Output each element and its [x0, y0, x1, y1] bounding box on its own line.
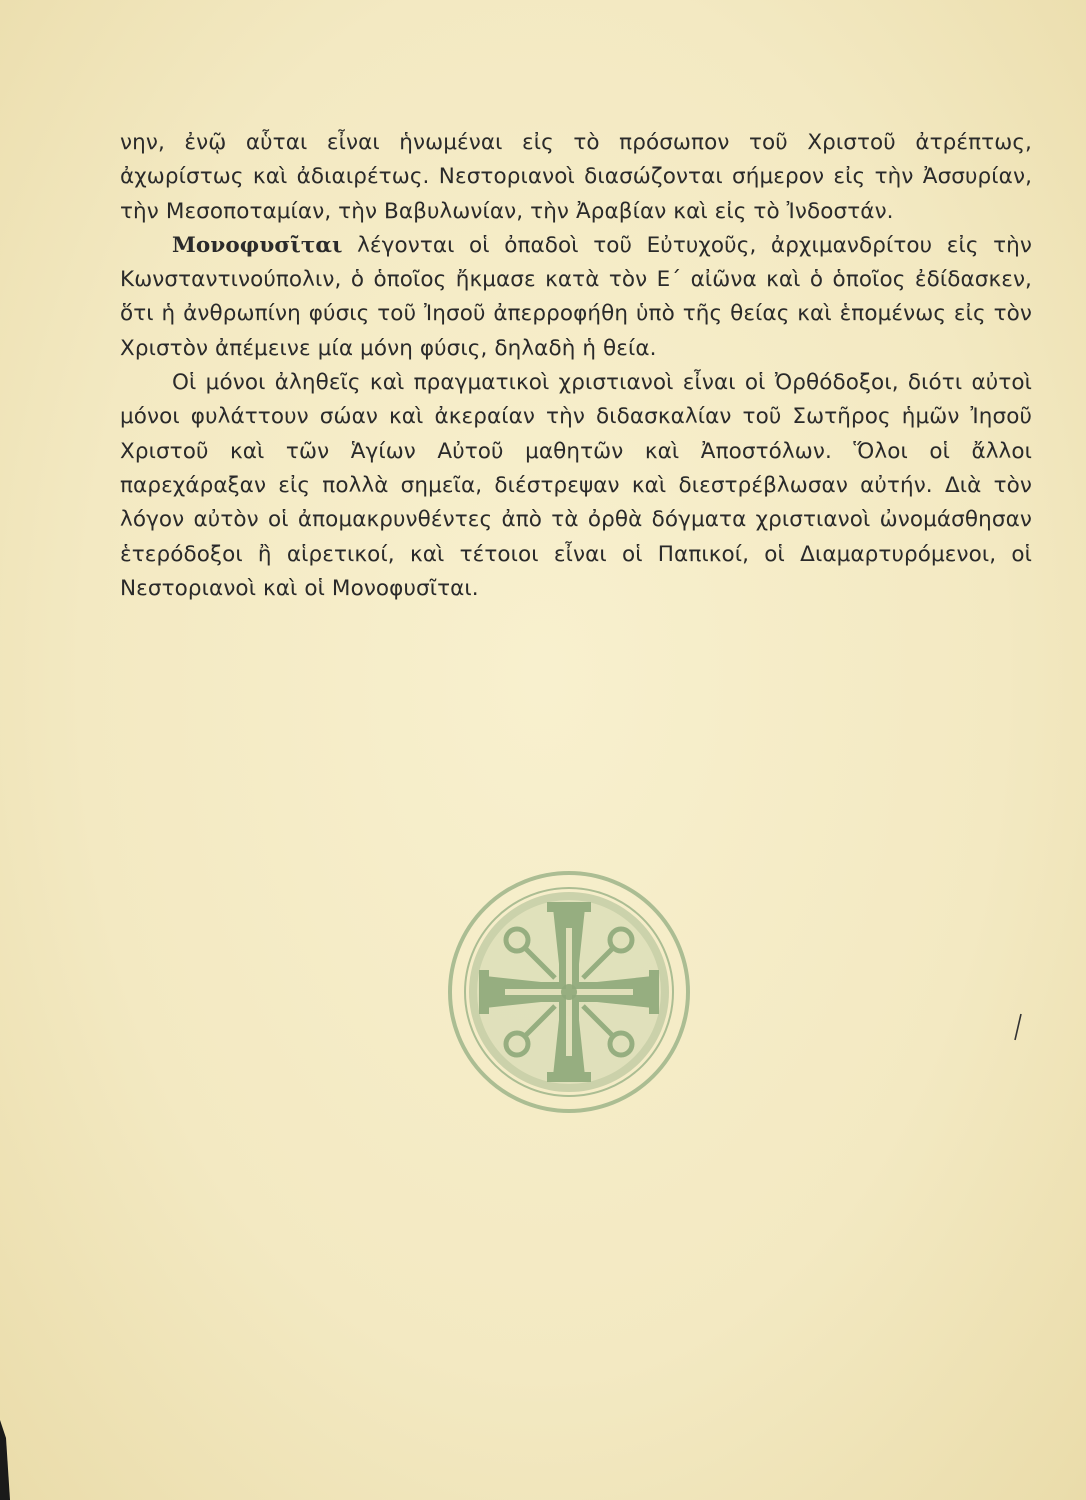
page-edge-shadow	[0, 1420, 14, 1500]
cross-emblem-icon	[445, 868, 693, 1116]
paragraph-2-text: λέγονται οἱ ὀπαδοὶ τοῦ Εὐτυχοῦς, ἀρχιμανδρίτου εἰς τὴν Κωνσταντινούπολιν, ὁ ὁποῖος ἤκμασε κατὰ τὸν Ε΄ αἰῶνα καὶ ὁ ὁποῖος ἐδίδασκεν, ὅτι ἡ ἀνθρωπίνη φύσις τοῦ Ἰησοῦ ἀπερροφήθη ὑπὸ τῆς θείας καὶ ἑπομένως εἰς τὸν Χριστὸν ἀπέμεινε μία μόνη φύσις, δηλαδὴ ἡ θεία.	[120, 232, 1032, 361]
pen-mark	[1012, 1012, 1024, 1042]
body-text	[120, 126, 1032, 606]
paragraph-1: νην, ἐνῷ αὗται εἶναι ἡνωμέναι εἰς τὸ πρόσωπον τοῦ Χριστοῦ ἀτρέπτως, ἀχωρίστως καὶ ἀδιαιρέτως. Νεστοριανοὶ διασώζονται σήμερον εἰς τὴν Ἀσσυρίαν, τὴν Μεσοποταμίαν, τὴν Βαβυλωνίαν, τὴν Ἀραβίαν καὶ εἰς τὸ Ἰνδοστάν.	[120, 130, 1032, 224]
paragraph-2-term: Μονοφυσῖται	[172, 232, 343, 258]
paragraph-2	[120, 229, 1032, 366]
paragraph-3: Οἱ μόνοι ἀληθεῖς καὶ πραγματικοὶ χριστιανοὶ εἶναι οἱ Ὀρθόδοξοι, διότι αὐτοὶ μόνοι φυλάττουν σώαν καὶ ἀκεραίαν τὴν διδασκαλίαν τοῦ Σωτῆρος ἡμῶν Ἰησοῦ Χριστοῦ καὶ τῶν Ἁγίων Αὐτοῦ μαθητῶν καὶ Ἀποστόλων. Ὅλοι οἱ ἄλλοι παρεχάραξαν εἰς πολλὰ σημεῖα, διέστρεψαν καὶ διεστρέβλωσαν αὐτήν. Διὰ τὸν λόγον αὐτὸν οἱ ἀπομακρυνθέντες ἀπὸ τὰ ὀρθὰ δόγματα χριστιανοὶ ὠνομάσθησαν ἑτερόδοξοι ἢ αἱρετικοί, καὶ τέτοιοι εἶναι οἱ Παπικοί, οἱ Διαμαρτυρόμενοι, οἱ Νεστοριανοὶ καὶ οἱ Μονοφυσῖται.	[120, 370, 1032, 601]
